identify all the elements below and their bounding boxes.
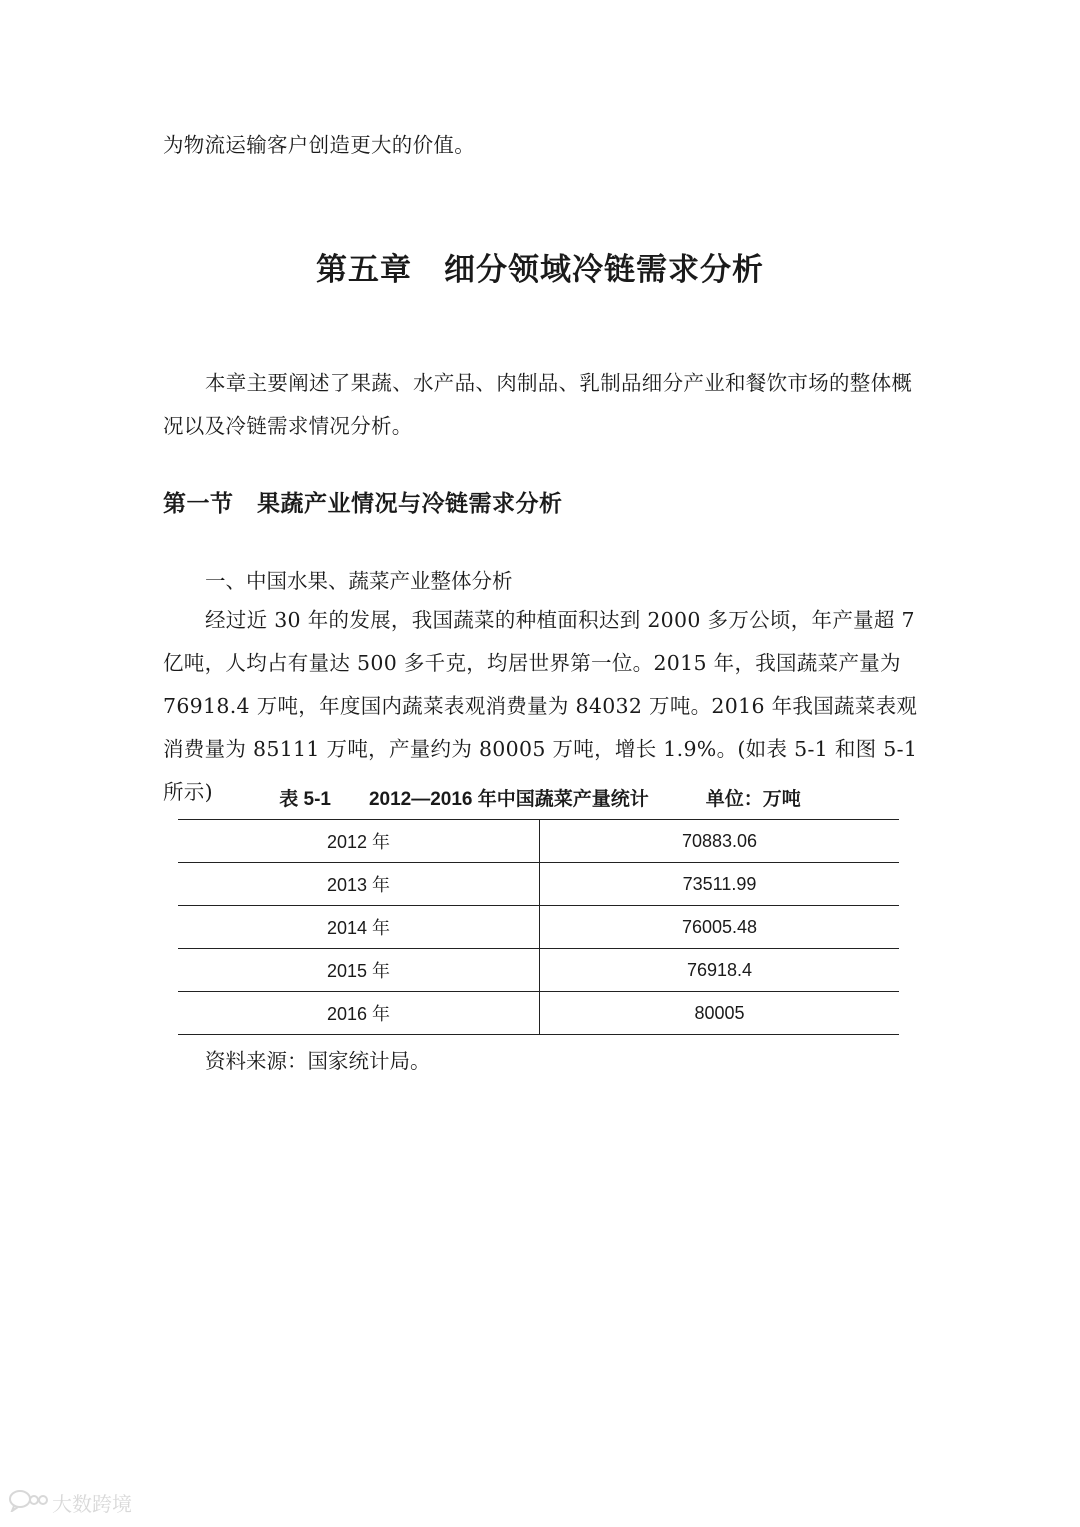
value-cell: 76005.48 <box>540 906 900 949</box>
intro-paragraph: 本章主要阐述了果蔬、水产品、肉制品、乳制品细分产业和餐饮市场的整体概况以及冷链需求情况分析。 <box>163 371 913 438</box>
watermark <box>8 1488 132 1517</box>
value-cell: 76918.4 <box>540 949 900 992</box>
body-paragraph: 经过近 30 年的发展，我国蔬菜的种植面积达到 2000 多万公顷，年产量超 7 亿吨，人均占有量达 500 多千克，均居世界第一位。2015 年，我国蔬菜产量为 76918.4 万吨，年度国内蔬菜表观消费量为 84032 万吨。2016 年我国蔬菜表观消费量为 85111 万吨，产量约为 80005 万吨，增长 1.9%。(如表 5-1 和图 5-1 所示) <box>163 608 918 804</box>
chapter-title: 第五章 细分领域冷链需求分析 <box>316 252 764 288</box>
year-cell: 2016 年 <box>178 992 540 1035</box>
table-row <box>178 906 899 949</box>
value-cell: 80005 <box>540 992 900 1035</box>
table-row <box>178 992 899 1035</box>
source-note: 资料来源：国家统计局。 <box>205 1049 431 1073</box>
vegetable-output-table <box>178 819 899 1035</box>
year-cell: 2015 年 <box>178 949 540 992</box>
table-row <box>178 820 899 863</box>
year-cell: 2012 年 <box>178 820 540 863</box>
chat-bubble-logo-icon <box>8 1488 48 1517</box>
value-cell: 73511.99 <box>540 863 900 906</box>
section-title: 第一节 果蔬产业情况与冷链需求分析 <box>163 491 563 517</box>
year-cell: 2013 年 <box>178 863 540 906</box>
value-cell: 70883.06 <box>540 820 900 863</box>
table-caption: 表 5-1 2012—2016 年中国蔬菜产量统计 单位：万吨 <box>279 789 801 810</box>
table-row <box>178 949 899 992</box>
sub-heading: 一、中国水果、蔬菜产业整体分析 <box>205 569 513 593</box>
watermark-text: 大数跨境 <box>52 1492 132 1516</box>
carryover-paragraph: 为物流运输客户创造更大的价值。 <box>163 133 475 157</box>
table-row <box>178 863 899 906</box>
year-cell: 2014 年 <box>178 906 540 949</box>
